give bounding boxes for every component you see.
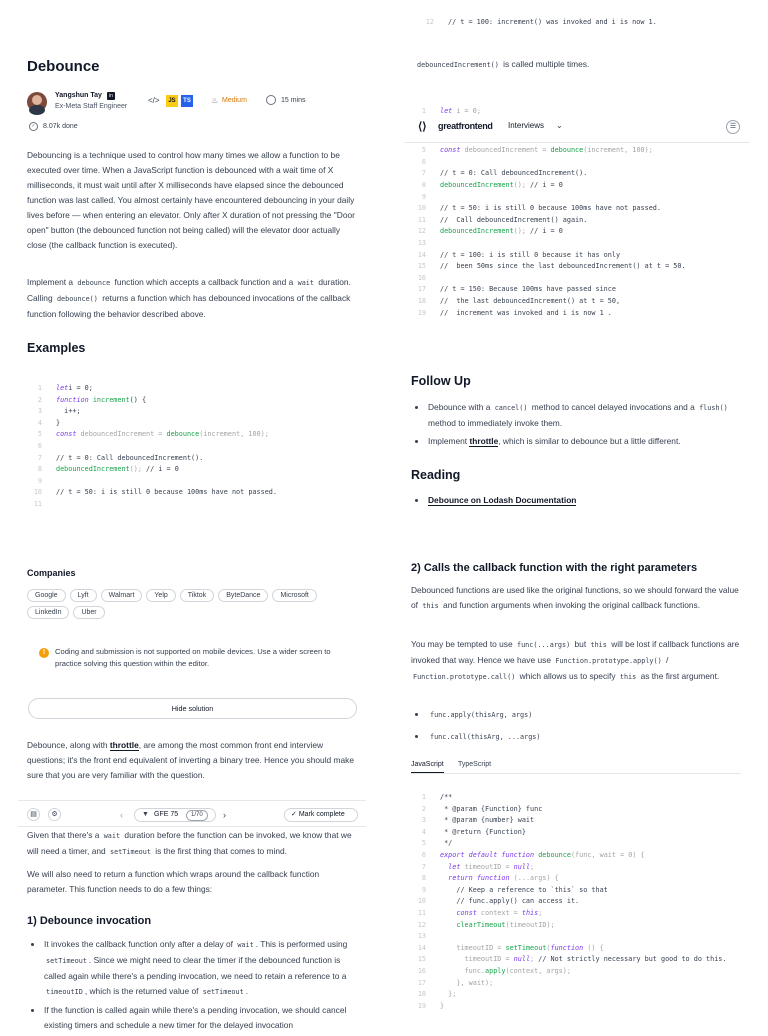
line-number: 3 — [421, 816, 426, 825]
list-item — [411, 493, 741, 508]
apply-call-paragraph: You may be tempted to use func(...args) but this will be lost if callback functions are invoked that way. Hence we have use Function.prototype.apply() / Function.prototype.call() which allows us to specify this as the first argument. — [411, 639, 740, 681]
check-icon: ✓ — [291, 811, 297, 818]
line-number: 18 — [417, 296, 426, 305]
code-line: 14 // t = 100: i is still 0 because it has only — [404, 250, 686, 262]
code-line: 3 * @param {number} wait — [404, 815, 726, 827]
line-number: 7 — [421, 169, 426, 178]
line-number: 11 — [417, 908, 426, 917]
code-line: 5 const debouncedIncrement = debounce(increment, 100); — [20, 429, 277, 441]
code-line — [404, 192, 686, 204]
line-number: 1 — [421, 793, 426, 801]
code-line: 4 * @return {Function} — [404, 827, 726, 839]
solution-intro: Debounce, along with throttle, are among the most common front end interview questions; it's the front end equivalent of inverting a binary tree. Hence you should make sure that you are very familiar with the question. — [27, 740, 355, 780]
code-line — [404, 238, 686, 250]
code-line: 8 debouncedIncrement(); // i = 0 — [404, 180, 686, 192]
line-number: 12 — [417, 920, 426, 929]
company-tag[interactable]: LinkedIn — [27, 606, 69, 619]
line-number: 5 — [37, 430, 42, 439]
code-line: 11 // Call debouncedIncrement() again. — [404, 215, 686, 227]
code-line: 12 clearTimeout(timeoutID); — [404, 920, 726, 932]
line-number: 11 — [33, 499, 42, 508]
throttle-link[interactable]: throttle — [469, 436, 499, 446]
code-line: 19 // increment was invoked and i is now 1 . — [404, 308, 686, 320]
layout-icon[interactable]: ▤ — [27, 808, 40, 821]
code-line: 2 function increment() { — [20, 395, 277, 407]
code-line — [20, 499, 277, 511]
line-number: 14 — [417, 250, 426, 259]
mark-complete-button[interactable] — [284, 808, 358, 822]
toolbar-divider — [18, 800, 366, 801]
line-number: 12 — [417, 227, 426, 236]
code-line: 2 * @param {Function} func — [404, 804, 726, 816]
line-number: 11 — [417, 215, 426, 224]
tab-typescript[interactable]: TypeScript — [458, 761, 492, 768]
line-number: 5 — [421, 146, 426, 155]
code-line: 17 }, wait); — [404, 978, 726, 990]
interviews-menu[interactable]: Interviews — [508, 121, 545, 130]
menu-icon[interactable]: ☰ — [726, 120, 740, 134]
code-line: 1 leti = 0; — [20, 383, 277, 395]
code-line: 1 /** — [404, 792, 726, 804]
line-number: 18 — [417, 990, 426, 999]
info-icon: ! — [39, 648, 49, 658]
code-icon: </> — [148, 96, 160, 105]
code-line: 5 const debouncedIncrement = debounce(increment, 100); — [404, 145, 686, 157]
top-navbar — [404, 115, 750, 143]
check-circle-icon: ✓ — [29, 122, 38, 131]
list-item: func.apply(thisArg, args) — [411, 707, 741, 723]
company-tag[interactable]: Microsoft — [272, 589, 316, 602]
chevron-right-icon[interactable]: › — [223, 810, 226, 820]
code-line: 10 // func.apply() can access it. — [404, 896, 726, 908]
line-number: 6 — [37, 441, 42, 450]
code-line: 8 debouncedIncrement(); // i = 0 — [20, 464, 277, 476]
right-pane — [384, 0, 768, 1024]
line-number: 10 — [33, 488, 42, 497]
line-number: 1 — [37, 384, 42, 392]
line-number: 8 — [421, 874, 426, 883]
line-number: 9 — [37, 476, 42, 485]
line-number: 8 — [37, 465, 42, 474]
code-line-partial: 12 // t = 100: increment() was invoked and i is now 1. — [425, 18, 657, 26]
company-tag[interactable]: Walmart — [101, 589, 143, 602]
mobile-notice: Coding and submission is not supported on mobile devices. Use a wider screen to practice solving this question within the editor. — [55, 647, 331, 668]
follow-up-heading: Follow Up — [411, 374, 471, 388]
line-number: 2 — [37, 395, 42, 404]
code-line: 1 let i = 0; — [404, 106, 686, 118]
line-number: 16 — [417, 273, 426, 282]
code-line: 3 i++; — [20, 406, 277, 418]
hide-solution-button[interactable]: Hide solution — [28, 698, 357, 719]
question-title: Debounce — [27, 58, 100, 75]
duration-label: 15 mins — [281, 97, 306, 104]
companies-list — [27, 589, 357, 623]
code-line: 8 return function (...args) { — [404, 873, 726, 885]
line-number: 19 — [417, 308, 426, 317]
line-number: 2 — [421, 804, 426, 813]
lodash-docs-link[interactable]: Debounce on Lodash Documentation — [428, 495, 577, 505]
list-item: It invokes the callback function only after a delay of wait . This is performed using setTimeout . Since we might need to clear the timer if the debounced function is called again while there's a pending invocation, we need to retain a reference to a timeoutID , which is the returned value of setTimeout . — [27, 937, 357, 1000]
code-line: 7 let timeoutID = null; — [404, 862, 726, 874]
solution-timer-paragraph: Given that there's a wait duration before the function can be invoked, we know that we will need a timer, and setTimeout is the first thing that comes to mind. — [27, 830, 352, 856]
author-name[interactable]: Yangshun Tay — [55, 92, 102, 99]
javascript-badge: JS — [166, 95, 178, 107]
typescript-badge: TS — [181, 95, 193, 107]
line-number: 10 — [417, 204, 426, 213]
left-pane — [0, 0, 384, 1030]
called-multiple-times: debouncedIncrement() is called multiple times. — [417, 59, 590, 69]
follow-up-list — [411, 400, 741, 452]
code-line: 19 } — [404, 1001, 726, 1013]
code-line — [20, 476, 277, 488]
chevron-left-icon[interactable]: ‹ — [120, 810, 123, 820]
code-line — [404, 157, 686, 169]
code-line: 17 // t = 150: Because 100ms have passed since — [404, 284, 686, 296]
line-number: 13 — [417, 932, 426, 941]
code-line: 18 }; — [404, 989, 726, 1001]
line-number: 4 — [421, 827, 426, 836]
difficulty-label: Medium — [222, 97, 247, 104]
chevron-down-icon[interactable]: ⌄ — [556, 121, 563, 130]
tab-javascript[interactable]: JavaScript — [411, 761, 444, 773]
settings-icon[interactable]: ⚙ — [48, 808, 61, 821]
solution-wrapper-paragraph: We will also need to return a function which wraps around the callback function parameter. This function needs to do a few things: — [27, 869, 320, 894]
code-line: 7 // t = 0: Call debouncedIncrement(). — [20, 453, 277, 465]
line-number: 9 — [421, 192, 426, 201]
brand-name[interactable]: greatfrontend — [438, 121, 493, 131]
line-number: 19 — [417, 1001, 426, 1010]
reading-heading: Reading — [411, 468, 461, 482]
toolbar-divider-bottom — [18, 826, 366, 827]
debounce-invocation-heading: 1) Debounce invocation — [27, 915, 152, 927]
question-list-selector[interactable] — [134, 808, 216, 822]
line-number: 6 — [421, 157, 426, 166]
invocation-bullets — [27, 937, 357, 1036]
line-number: 8 — [421, 180, 426, 189]
language-tabs — [411, 759, 741, 774]
filter-icon: ▼ — [142, 811, 149, 818]
line-number: 5 — [421, 839, 426, 848]
list-item: func.call(thisArg, ...args) — [411, 729, 741, 745]
line-number: 16 — [417, 966, 426, 975]
company-tag[interactable]: Yelp — [146, 589, 175, 602]
line-number: 7 — [37, 453, 42, 462]
line-number: 17 — [417, 285, 426, 294]
linkedin-icon[interactable]: in — [107, 92, 115, 100]
code-line: 15 // been 50ms since the last debouncedIncrement() at t = 50. — [404, 261, 686, 273]
code-line — [20, 441, 277, 453]
mark-complete-label: Mark complete — [298, 811, 345, 818]
company-tag[interactable]: Uber — [73, 606, 104, 619]
line-number: 7 — [421, 862, 426, 871]
code-line: 18 // the last debouncedIncrement() at t = 50, — [404, 296, 686, 308]
example-code-block — [20, 383, 277, 511]
reading-list — [411, 493, 741, 511]
solution-code-block — [404, 792, 726, 1012]
code-line: 10 // t = 50: i is still 0 because 100ms have not passed. — [404, 203, 686, 215]
line-number: 3 — [37, 407, 42, 416]
description-implement: Implement a debounce function which accepts a callback function and a wait duration. Calling debounce() returns a function which has debounced invocations of the callback function following the behavior described above. — [27, 277, 351, 319]
company-tag[interactable]: Tiktok — [180, 589, 214, 602]
company-tag[interactable]: Google — [27, 589, 66, 602]
list-name: GFE 75 — [154, 811, 179, 818]
avatar[interactable] — [27, 92, 47, 112]
code-line: 11 const context = this; — [404, 908, 726, 920]
line-number: 9 — [421, 885, 426, 894]
code-line — [404, 273, 686, 285]
line-number: 4 — [37, 418, 42, 427]
list-item: Debounce with a cancel() method to cancel delayed invocations and a flush() method to immediately invoke them. — [411, 400, 741, 431]
apply-call-list — [411, 707, 741, 748]
throttle-link[interactable]: throttle — [109, 740, 139, 750]
line-number: 6 — [421, 850, 426, 859]
company-tag[interactable]: Lyft — [70, 589, 97, 602]
code-line: 5 */ — [404, 838, 726, 850]
line-number: 13 — [417, 238, 426, 247]
company-tag[interactable]: ByteDance — [218, 589, 268, 602]
code-line: 9 // Keep a reference to `this` so that — [404, 885, 726, 897]
code-line: 7 // t = 0: Call debouncedIncrement(). — [404, 168, 686, 180]
forward-this-paragraph: Debounced functions are used like the original functions, so we should forward the value of this and function arguments when invoking the original callback functions. — [411, 585, 739, 610]
clock-icon — [266, 95, 276, 105]
parameters-heading: 2) Calls the callback function with the right parameters — [411, 562, 698, 574]
done-count: 8.07k done — [43, 123, 78, 130]
examples-heading: Examples — [27, 341, 86, 355]
list-item: Implement throttle, which is similar to debounce but a little different. — [411, 434, 741, 449]
code-line — [404, 931, 726, 943]
line-number: 14 — [417, 943, 426, 952]
line-number: 1 — [421, 107, 426, 115]
description-paragraph: Debouncing is a technique used to control how many times we allow a function to be executed over time. When a JavaScript function is debounced with a wait time of X milliseconds, it must wait until after X milliseconds have elapsed since the debounced function was last called. You almost certainly have encountered debouncing in your daily lives before — when entering an elevator. Only after X duration of not pressing the "Door open" button (the debounced function not being called) will the elevator door actually close (the callback function is executed). — [27, 150, 355, 250]
companies-heading: Companies — [27, 568, 76, 578]
code-line: 16 func.apply(context, args); — [404, 966, 726, 978]
code-line: 14 timeoutID = setTimeout(function () { — [404, 943, 726, 955]
code-line: 12 debouncedIncrement(); // i = 0 — [404, 226, 686, 238]
code-line: 15 timeoutID = null; // Not strictly necessary but good to do this. — [404, 954, 726, 966]
line-number: 17 — [417, 978, 426, 987]
progress-badge: 1/70 — [186, 810, 208, 821]
code-line: 10 // t = 50: i is still 0 because 100ms have not passed. — [20, 487, 277, 499]
line-number: 15 — [417, 955, 426, 964]
list-item: If the function is called again while there's a pending invocation, we should cancel existing timers and schedule a new timer for the delayed invocation — [27, 1003, 357, 1033]
author-role: Ex-Meta Staff Engineer — [55, 103, 128, 110]
code-line: 6 export default function debounce(func, wait = 0) { — [404, 850, 726, 862]
line-number: 10 — [417, 897, 426, 906]
code-line: 4 } — [20, 418, 277, 430]
line-number: 15 — [417, 262, 426, 271]
logo-icon[interactable]: ⟨⟩ — [418, 121, 427, 133]
flame-icon: ♨ — [211, 96, 219, 105]
